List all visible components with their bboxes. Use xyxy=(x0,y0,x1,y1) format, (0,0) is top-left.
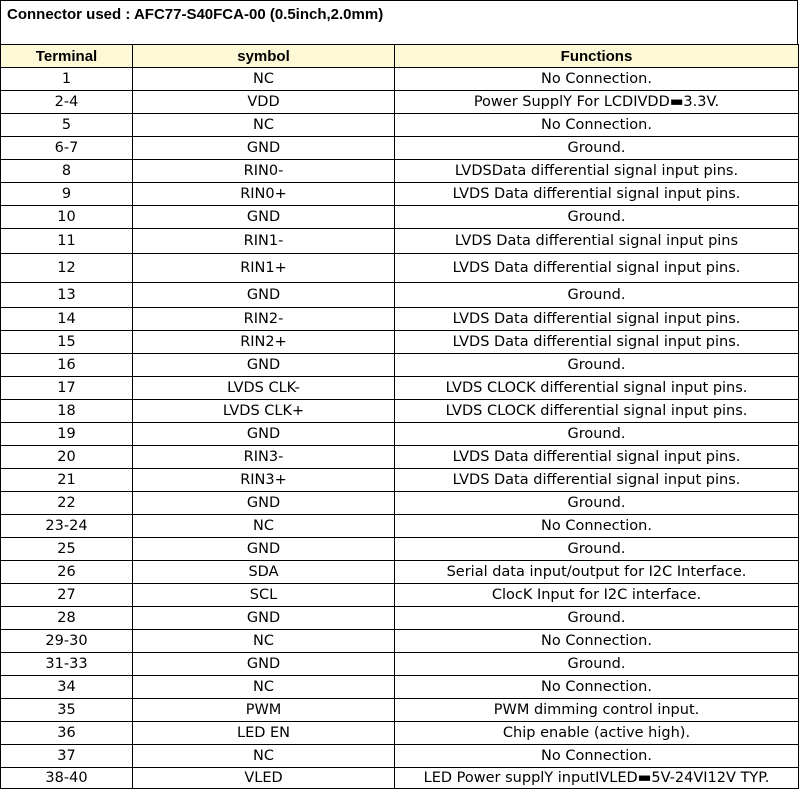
symbol-cell: RIN3+ xyxy=(133,469,395,492)
symbol-cell: VLED xyxy=(133,768,395,789)
function-cell: Chip enable (active high). xyxy=(395,722,799,745)
function-cell: LED Power supplY inputIVLED▬5V-24VI12V TYP. xyxy=(395,768,799,789)
table-row xyxy=(1,607,799,630)
terminal-cell: 6-7 xyxy=(1,137,133,160)
table-row xyxy=(1,283,799,308)
terminal-cell: 28 xyxy=(1,607,133,630)
table-row xyxy=(1,183,799,206)
terminal-cell: 2-4 xyxy=(1,91,133,114)
table-row xyxy=(1,561,799,584)
function-cell: No Connection. xyxy=(395,630,799,653)
function-cell: Ground. xyxy=(395,283,799,308)
terminal-cell: 12 xyxy=(1,254,133,283)
function-cell: LVDS Data differential signal input pins. xyxy=(395,183,799,206)
table-row xyxy=(1,114,799,137)
table-row xyxy=(1,68,799,91)
terminal-cell: 29-30 xyxy=(1,630,133,653)
symbol-cell: VDD xyxy=(133,91,395,114)
table-row xyxy=(1,538,799,561)
symbol-cell: GND xyxy=(133,137,395,160)
terminal-cell: 20 xyxy=(1,446,133,469)
function-cell: ClocK Input for I2C interface. xyxy=(395,584,799,607)
table-row xyxy=(1,400,799,423)
function-cell: No Connection. xyxy=(395,114,799,137)
table-row xyxy=(1,699,799,722)
function-cell: Ground. xyxy=(395,607,799,630)
functions-header: Functions xyxy=(395,45,799,68)
table-row xyxy=(1,768,799,789)
terminal-cell: 14 xyxy=(1,308,133,331)
table-row xyxy=(1,137,799,160)
symbol-cell: RIN2- xyxy=(133,308,395,331)
symbol-cell: PWM xyxy=(133,699,395,722)
symbol-header: symbol xyxy=(133,45,395,68)
terminal-cell: 27 xyxy=(1,584,133,607)
table-row xyxy=(1,206,799,229)
function-cell: LVDS Data differential signal input pins. xyxy=(395,331,799,354)
function-cell: LVDS CLOCK differential signal input pins. xyxy=(395,400,799,423)
terminal-cell: 16 xyxy=(1,354,133,377)
terminal-cell: 23-24 xyxy=(1,515,133,538)
terminal-cell: 8 xyxy=(1,160,133,183)
terminal-cell: 13 xyxy=(1,283,133,308)
table-row xyxy=(1,160,799,183)
symbol-cell: NC xyxy=(133,515,395,538)
function-cell: Ground. xyxy=(395,206,799,229)
function-cell: Ground. xyxy=(395,354,799,377)
symbol-cell: RIN3- xyxy=(133,446,395,469)
table-row xyxy=(1,492,799,515)
terminal-cell: 31-33 xyxy=(1,653,133,676)
symbol-cell: LVDS CLK+ xyxy=(133,400,395,423)
terminal-cell: 35 xyxy=(1,699,133,722)
function-cell: LVDS Data differential signal input pins. xyxy=(395,254,799,283)
function-cell: LVDS Data differential signal input pins. xyxy=(395,469,799,492)
function-cell: LVDS Data differential signal input pins. xyxy=(395,308,799,331)
table-row xyxy=(1,308,799,331)
function-cell: Ground. xyxy=(395,423,799,446)
function-cell: LVDS CLOCK differential signal input pins. xyxy=(395,377,799,400)
symbol-cell: RIN1- xyxy=(133,229,395,254)
symbol-cell: NC xyxy=(133,68,395,91)
terminal-header: Terminal xyxy=(1,45,133,68)
symbol-cell: NC xyxy=(133,676,395,699)
symbol-cell: GND xyxy=(133,492,395,515)
terminal-cell: 15 xyxy=(1,331,133,354)
terminal-cell: 25 xyxy=(1,538,133,561)
symbol-cell: RIN0+ xyxy=(133,183,395,206)
function-cell: Ground. xyxy=(395,653,799,676)
function-cell: No Connection. xyxy=(395,745,799,768)
pin-rows xyxy=(1,68,799,789)
symbol-cell: GND xyxy=(133,283,395,308)
symbol-cell: GND xyxy=(133,206,395,229)
table-row xyxy=(1,469,799,492)
terminal-cell: 21 xyxy=(1,469,133,492)
terminal-cell: 1 xyxy=(1,68,133,91)
terminal-cell: 18 xyxy=(1,400,133,423)
table-row xyxy=(1,254,799,283)
terminal-cell: 11 xyxy=(1,229,133,254)
function-cell: No Connection. xyxy=(395,68,799,91)
function-cell: Serial data input/output for I2C Interface. xyxy=(395,561,799,584)
connector-title: Connector used : AFC77-S40FCA-00 (0.5inch,2.0mm) xyxy=(0,0,798,44)
terminal-cell: 36 xyxy=(1,722,133,745)
terminal-cell: 34 xyxy=(1,676,133,699)
symbol-cell: NC xyxy=(133,114,395,137)
table-row xyxy=(1,423,799,446)
symbol-cell: NC xyxy=(133,630,395,653)
terminal-cell: 38-40 xyxy=(1,768,133,789)
function-cell: Ground. xyxy=(395,492,799,515)
terminal-cell: 5 xyxy=(1,114,133,137)
terminal-cell: 26 xyxy=(1,561,133,584)
symbol-cell: RIN0- xyxy=(133,160,395,183)
table-row xyxy=(1,630,799,653)
symbol-cell: NC xyxy=(133,745,395,768)
table-row xyxy=(1,515,799,538)
header-row xyxy=(1,45,799,68)
function-cell: Power SupplY For LCDIVDD▬3.3V. xyxy=(395,91,799,114)
function-cell: No Connection. xyxy=(395,515,799,538)
table-row xyxy=(1,446,799,469)
table-row xyxy=(1,354,799,377)
terminal-cell: 9 xyxy=(1,183,133,206)
symbol-cell: GND xyxy=(133,354,395,377)
function-cell: Ground. xyxy=(395,538,799,561)
terminal-cell: 37 xyxy=(1,745,133,768)
table-row xyxy=(1,676,799,699)
table-row xyxy=(1,229,799,254)
symbol-cell: RIN1+ xyxy=(133,254,395,283)
function-cell: LVDS Data differential signal input pins. xyxy=(395,446,799,469)
symbol-cell: GND xyxy=(133,538,395,561)
function-cell: LVDSData differential signal input pins. xyxy=(395,160,799,183)
table-row xyxy=(1,653,799,676)
symbol-cell: SCL xyxy=(133,584,395,607)
symbol-cell: SDA xyxy=(133,561,395,584)
table-row xyxy=(1,745,799,768)
function-cell: No Connection. xyxy=(395,676,799,699)
table-row xyxy=(1,377,799,400)
terminal-cell: 17 xyxy=(1,377,133,400)
symbol-cell: LVDS CLK- xyxy=(133,377,395,400)
symbol-cell: RIN2+ xyxy=(133,331,395,354)
terminal-cell: 22 xyxy=(1,492,133,515)
table-row xyxy=(1,722,799,745)
symbol-cell: GND xyxy=(133,607,395,630)
terminal-cell: 19 xyxy=(1,423,133,446)
table-row xyxy=(1,584,799,607)
terminal-cell: 10 xyxy=(1,206,133,229)
symbol-cell: GND xyxy=(133,423,395,446)
function-cell: PWM dimming control input. xyxy=(395,699,799,722)
pin-table xyxy=(0,44,799,789)
table-row xyxy=(1,331,799,354)
symbol-cell: GND xyxy=(133,653,395,676)
function-cell: Ground. xyxy=(395,137,799,160)
symbol-cell: LED EN xyxy=(133,722,395,745)
table-row xyxy=(1,91,799,114)
function-cell: LVDS Data differential signal input pins xyxy=(395,229,799,254)
